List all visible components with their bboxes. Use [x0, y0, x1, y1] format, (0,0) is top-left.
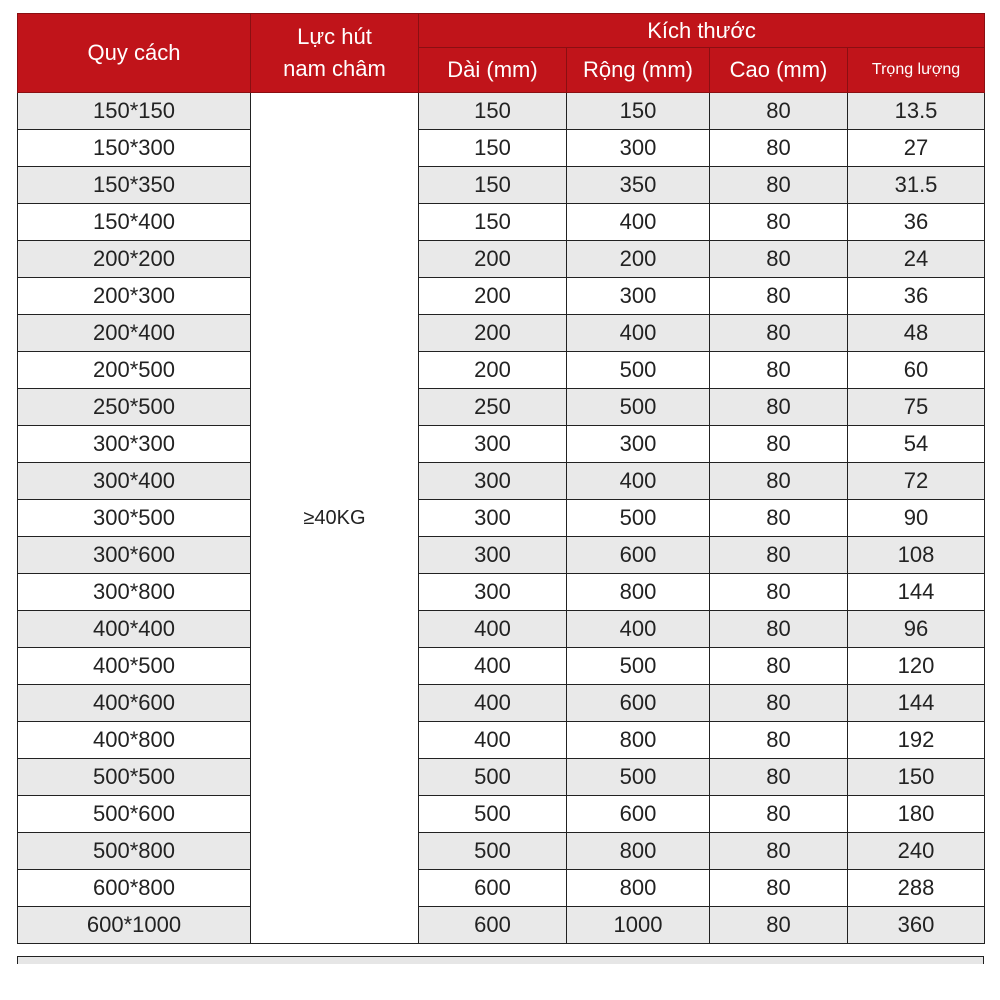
cell-weight: 60 — [848, 352, 985, 389]
cell-weight: 54 — [848, 426, 985, 463]
cell-width: 200 — [567, 241, 710, 278]
cell-spec: 500*600 — [18, 796, 251, 833]
cell-weight: 36 — [848, 278, 985, 315]
cell-spec: 150*150 — [18, 93, 251, 130]
cell-spec: 300*600 — [18, 537, 251, 574]
header-spec: Quy cách — [18, 14, 251, 93]
table-row — [18, 722, 985, 759]
cell-height: 80 — [710, 426, 848, 463]
cell-width: 600 — [567, 685, 710, 722]
header-force: Lực hút nam châm — [251, 14, 419, 93]
cell-width: 500 — [567, 352, 710, 389]
cell-height: 80 — [710, 278, 848, 315]
cell-spec: 200*400 — [18, 315, 251, 352]
table-row — [18, 537, 985, 574]
cell-width: 800 — [567, 870, 710, 907]
cell-length: 500 — [419, 796, 567, 833]
cell-length: 150 — [419, 204, 567, 241]
cell-length: 200 — [419, 352, 567, 389]
table-row — [18, 130, 985, 167]
cell-width: 500 — [567, 759, 710, 796]
cell-height: 80 — [710, 241, 848, 278]
cell-height: 80 — [710, 722, 848, 759]
table-row — [18, 574, 985, 611]
header-length: Dài (mm) — [419, 48, 567, 93]
cell-weight: 288 — [848, 870, 985, 907]
cell-length: 600 — [419, 907, 567, 944]
cell-weight: 72 — [848, 463, 985, 500]
cell-weight: 180 — [848, 796, 985, 833]
cell-length: 200 — [419, 278, 567, 315]
cell-force: ≥40KG — [251, 93, 419, 944]
cell-spec: 150*400 — [18, 204, 251, 241]
cell-height: 80 — [710, 685, 848, 722]
table-row — [18, 278, 985, 315]
table-row — [18, 315, 985, 352]
cell-height: 80 — [710, 759, 848, 796]
cell-spec: 200*500 — [18, 352, 251, 389]
cell-weight: 75 — [848, 389, 985, 426]
cell-height: 80 — [710, 389, 848, 426]
cell-weight: 96 — [848, 611, 985, 648]
table-row — [18, 796, 985, 833]
cell-width: 300 — [567, 130, 710, 167]
cell-length: 400 — [419, 648, 567, 685]
cell-width: 500 — [567, 389, 710, 426]
table-row — [18, 389, 985, 426]
cell-length: 150 — [419, 93, 567, 130]
cell-spec: 300*500 — [18, 500, 251, 537]
header-dimensions: Kích thước — [419, 14, 985, 48]
cell-width: 500 — [567, 500, 710, 537]
table-footer-strip — [17, 956, 984, 964]
cell-height: 80 — [710, 204, 848, 241]
cell-height: 80 — [710, 907, 848, 944]
cell-weight: 31.5 — [848, 167, 985, 204]
cell-height: 80 — [710, 870, 848, 907]
cell-spec: 150*300 — [18, 130, 251, 167]
cell-height: 80 — [710, 611, 848, 648]
cell-height: 80 — [710, 500, 848, 537]
cell-width: 800 — [567, 722, 710, 759]
table-row — [18, 352, 985, 389]
cell-spec: 150*350 — [18, 167, 251, 204]
cell-spec: 300*300 — [18, 426, 251, 463]
cell-weight: 192 — [848, 722, 985, 759]
cell-width: 500 — [567, 648, 710, 685]
table-row — [18, 241, 985, 278]
cell-weight: 144 — [848, 574, 985, 611]
table-row — [18, 759, 985, 796]
table-row — [18, 93, 985, 130]
cell-weight: 90 — [848, 500, 985, 537]
cell-length: 300 — [419, 500, 567, 537]
cell-weight: 36 — [848, 204, 985, 241]
table-row — [18, 870, 985, 907]
table-row — [18, 685, 985, 722]
cell-height: 80 — [710, 833, 848, 870]
cell-spec: 200*200 — [18, 241, 251, 278]
cell-height: 80 — [710, 167, 848, 204]
header-height: Cao (mm) — [710, 48, 848, 93]
cell-height: 80 — [710, 574, 848, 611]
table-row — [18, 648, 985, 685]
cell-width: 400 — [567, 463, 710, 500]
cell-length: 400 — [419, 722, 567, 759]
cell-height: 80 — [710, 352, 848, 389]
cell-spec: 300*800 — [18, 574, 251, 611]
cell-length: 400 — [419, 685, 567, 722]
cell-length: 200 — [419, 241, 567, 278]
cell-length: 400 — [419, 611, 567, 648]
cell-weight: 360 — [848, 907, 985, 944]
header-width: Rộng (mm) — [567, 48, 710, 93]
table-row — [18, 907, 985, 944]
cell-length: 150 — [419, 167, 567, 204]
cell-weight: 13.5 — [848, 93, 985, 130]
cell-height: 80 — [710, 463, 848, 500]
cell-length: 500 — [419, 759, 567, 796]
cell-width: 400 — [567, 204, 710, 241]
cell-width: 350 — [567, 167, 710, 204]
cell-width: 1000 — [567, 907, 710, 944]
cell-spec: 250*500 — [18, 389, 251, 426]
table-row — [18, 463, 985, 500]
table-row — [18, 167, 985, 204]
header-weight: Trọng lượng — [848, 48, 985, 93]
cell-weight: 144 — [848, 685, 985, 722]
cell-height: 80 — [710, 130, 848, 167]
cell-weight: 240 — [848, 833, 985, 870]
cell-spec: 400*400 — [18, 611, 251, 648]
cell-spec: 300*400 — [18, 463, 251, 500]
table-row — [18, 204, 985, 241]
cell-height: 80 — [710, 648, 848, 685]
cell-spec: 400*500 — [18, 648, 251, 685]
cell-width: 800 — [567, 833, 710, 870]
table-row — [18, 833, 985, 870]
cell-length: 250 — [419, 389, 567, 426]
cell-length: 300 — [419, 426, 567, 463]
cell-width: 400 — [567, 611, 710, 648]
table-row — [18, 426, 985, 463]
cell-length: 300 — [419, 463, 567, 500]
cell-width: 300 — [567, 278, 710, 315]
cell-length: 300 — [419, 574, 567, 611]
cell-height: 80 — [710, 796, 848, 833]
cell-length: 500 — [419, 833, 567, 870]
cell-spec: 400*600 — [18, 685, 251, 722]
cell-spec: 500*800 — [18, 833, 251, 870]
cell-spec: 600*800 — [18, 870, 251, 907]
cell-weight: 120 — [848, 648, 985, 685]
cell-weight: 108 — [848, 537, 985, 574]
cell-width: 600 — [567, 537, 710, 574]
cell-width: 150 — [567, 93, 710, 130]
cell-weight: 27 — [848, 130, 985, 167]
cell-width: 800 — [567, 574, 710, 611]
cell-width: 300 — [567, 426, 710, 463]
cell-length: 300 — [419, 537, 567, 574]
cell-width: 600 — [567, 796, 710, 833]
table-row — [18, 500, 985, 537]
cell-spec: 500*500 — [18, 759, 251, 796]
cell-height: 80 — [710, 537, 848, 574]
cell-spec: 600*1000 — [18, 907, 251, 944]
cell-length: 150 — [419, 130, 567, 167]
table-row — [18, 611, 985, 648]
cell-spec: 400*800 — [18, 722, 251, 759]
cell-length: 200 — [419, 315, 567, 352]
cell-width: 400 — [567, 315, 710, 352]
cell-height: 80 — [710, 315, 848, 352]
cell-height: 80 — [710, 93, 848, 130]
spec-table — [17, 13, 985, 944]
cell-weight: 48 — [848, 315, 985, 352]
cell-weight: 150 — [848, 759, 985, 796]
cell-length: 600 — [419, 870, 567, 907]
cell-weight: 24 — [848, 241, 985, 278]
cell-spec: 200*300 — [18, 278, 251, 315]
